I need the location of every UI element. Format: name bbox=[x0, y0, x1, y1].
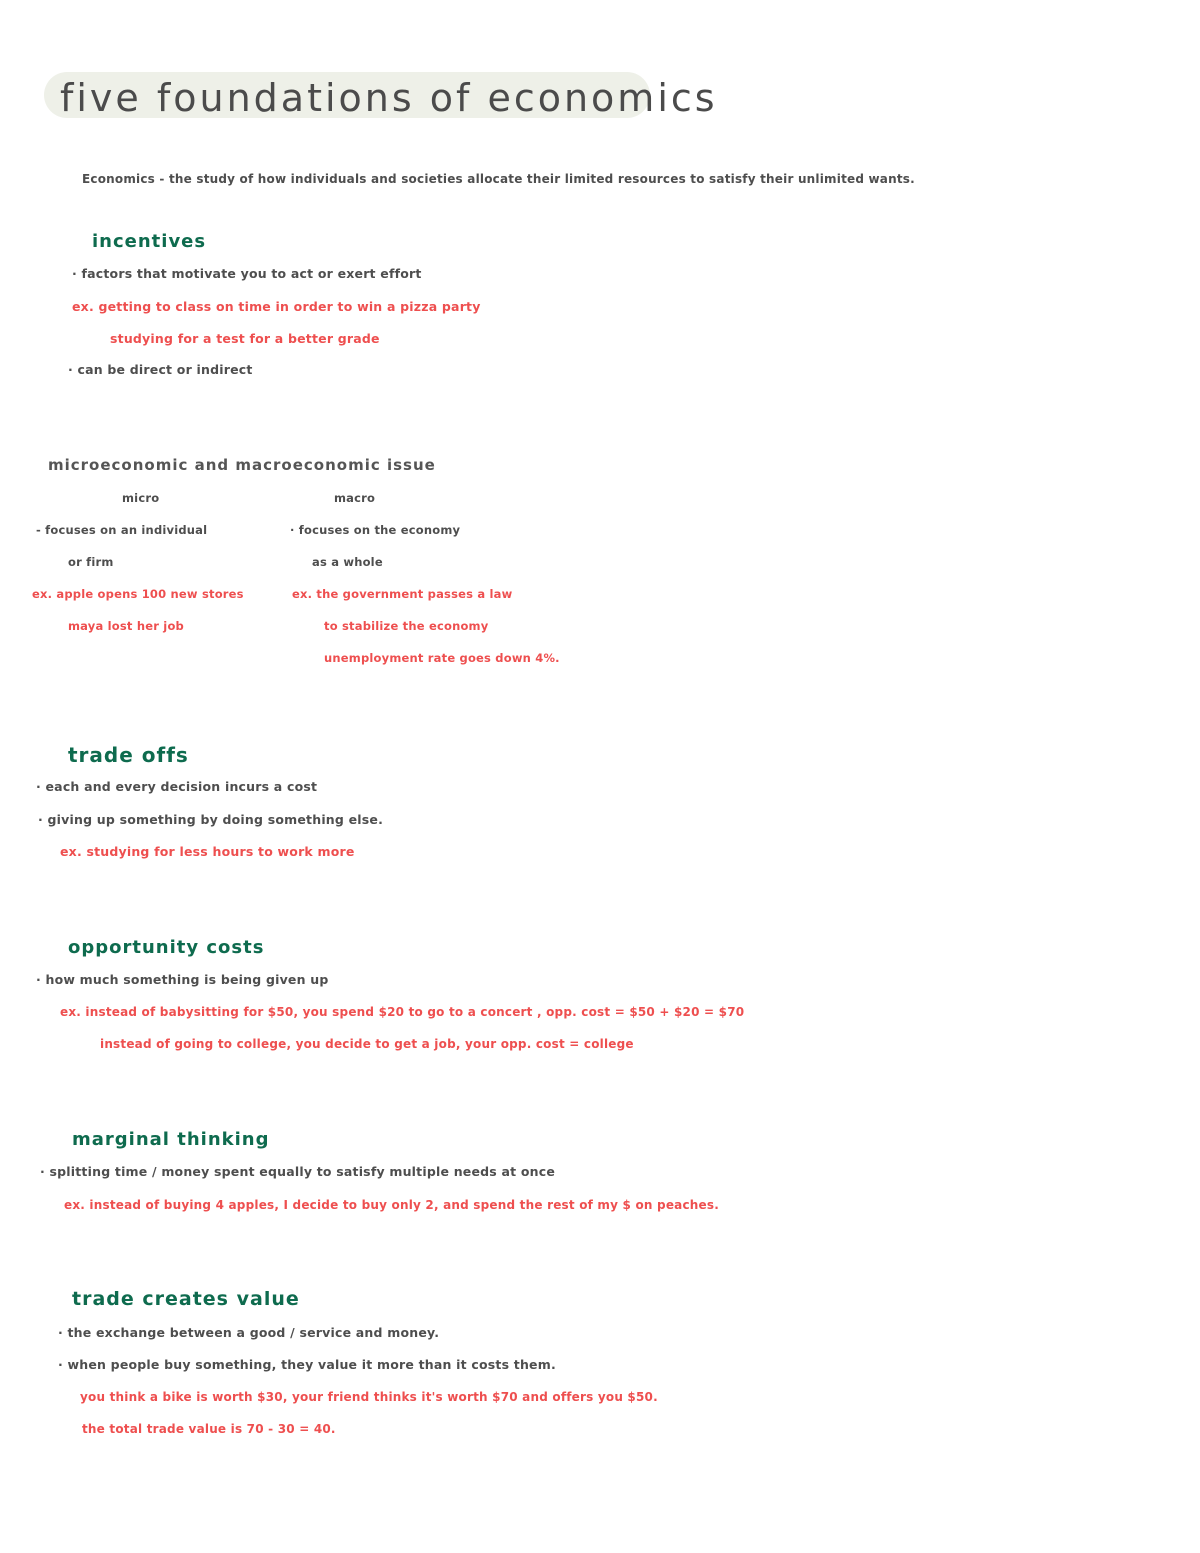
heading-micro-macro: microeconomic and macroeconomic issue bbox=[48, 456, 436, 474]
trade-offs-bullet-1: · each and every decision incurs a cost bbox=[36, 779, 318, 794]
macro-line-2: as a whole bbox=[312, 555, 383, 569]
economics-definition: Economics - the study of how individuals and societies allocate their limited resources to satisfy their unlimited wants. bbox=[82, 172, 915, 186]
macro-label: macro bbox=[334, 491, 376, 505]
trade-offs-bullet-2: · giving up something by doing something else. bbox=[38, 812, 384, 827]
heading-trade-offs: trade offs bbox=[68, 743, 189, 767]
trade-value-example-1: you think a bike is worth $30, your friend thinks it's worth $70 and offers you $50. bbox=[80, 1390, 658, 1404]
heading-incentives: incentives bbox=[92, 231, 207, 252]
heading-trade-creates-value: trade creates value bbox=[72, 1288, 300, 1310]
heading-opportunity-costs: opportunity costs bbox=[68, 937, 265, 958]
opportunity-example-2: instead of going to college, you decide to get a job, your opp. cost = college bbox=[100, 1037, 634, 1051]
macro-example-1: ex. the government passes a law bbox=[292, 587, 513, 601]
micro-line-1: - focuses on an individual bbox=[36, 523, 208, 537]
marginal-example-1: ex. instead of buying 4 apples, I decide to buy only 2, and spend the rest of my $ on peaches. bbox=[64, 1198, 719, 1212]
page-title: five foundations of economics bbox=[60, 76, 718, 120]
macro-example-3: unemployment rate goes down 4%. bbox=[324, 651, 560, 665]
incentives-example-2: studying for a test for a better grade bbox=[110, 331, 380, 346]
incentives-bullet-2: · can be direct or indirect bbox=[68, 362, 253, 377]
opportunity-example-1: ex. instead of babysitting for $50, you spend $20 to go to a concert , opp. cost = $50 + $20 = $70 bbox=[60, 1005, 745, 1019]
opportunity-bullet-1: · how much something is being given up bbox=[36, 972, 329, 987]
trade-value-bullet-1: · the exchange between a good / service and money. bbox=[58, 1325, 440, 1340]
trade-value-example-2: the total trade value is 70 - 30 = 40. bbox=[82, 1422, 336, 1436]
micro-example-2: maya lost her job bbox=[68, 619, 184, 633]
trade-offs-example-1: ex. studying for less hours to work more bbox=[60, 844, 355, 859]
macro-line-1: · focuses on the economy bbox=[290, 523, 461, 537]
micro-label: micro bbox=[122, 491, 160, 505]
incentives-bullet-1: · factors that motivate you to act or exert effort bbox=[72, 266, 422, 281]
marginal-bullet-1: · splitting time / money spent equally to satisfy multiple needs at once bbox=[40, 1164, 556, 1179]
macro-example-2: to stabilize the economy bbox=[324, 619, 489, 633]
trade-value-bullet-2: · when people buy something, they value it more than it costs them. bbox=[58, 1357, 556, 1372]
incentives-example-1: ex. getting to class on time in order to win a pizza party bbox=[72, 299, 481, 314]
micro-line-2: or firm bbox=[68, 555, 114, 569]
heading-marginal-thinking: marginal thinking bbox=[72, 1129, 270, 1150]
micro-example-1: ex. apple opens 100 new stores bbox=[32, 587, 244, 601]
